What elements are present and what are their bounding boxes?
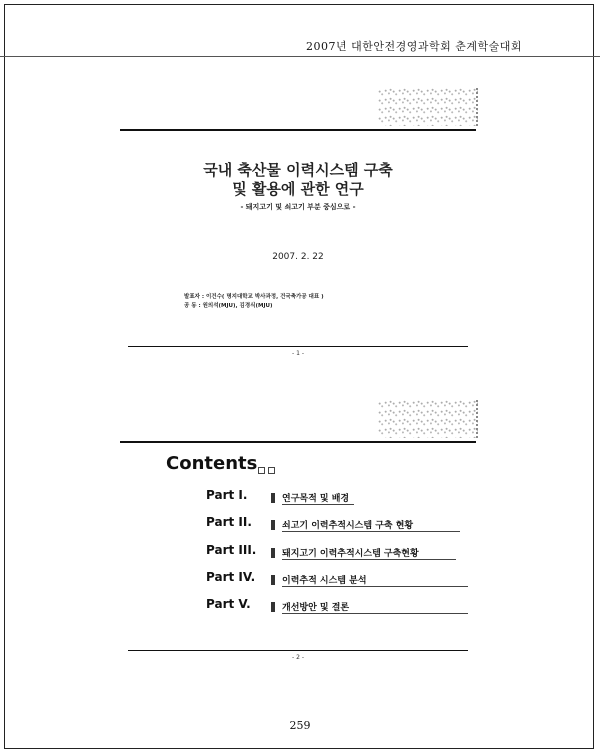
toc-item-label: 돼지고기 이력추적시스템 구축현황 xyxy=(282,549,419,559)
slide-bottom-rule xyxy=(128,346,468,347)
checkbox-icons xyxy=(258,460,278,479)
toc-item-part-5 xyxy=(206,597,468,615)
running-header: 2007년 대한안전경영과학회 춘계학술대회 xyxy=(305,40,522,53)
bullet-icon xyxy=(271,602,275,612)
toc-part-label: Part V. xyxy=(206,597,251,611)
slide-title-line2: 및 활용에 관한 연구 xyxy=(232,180,364,198)
slide-subtitle: - 돼지고기 및 쇠고기 부분 중심으로 - xyxy=(240,203,356,211)
toc-item-label: 쇠고기 이력추적시스템 구축 현황 xyxy=(282,521,414,531)
toc-underline xyxy=(282,586,468,587)
scan-edge xyxy=(472,400,478,438)
slide-1 xyxy=(118,88,478,368)
toc-part-label: Part IV. xyxy=(206,570,256,584)
toc-underline xyxy=(282,613,468,614)
toc-item-label: 개선방안 및 결론 xyxy=(282,603,350,613)
presenter-info: 발표자 : 이건수( 명지대학교 박사과정, 건국축가공 대표 ) xyxy=(184,294,324,300)
bullet-icon xyxy=(271,548,275,558)
toc-underline xyxy=(282,504,354,505)
toc-item-part-3 xyxy=(206,543,468,561)
toc-underline xyxy=(282,559,456,560)
scan-speckle xyxy=(378,400,478,438)
checkbox-icon xyxy=(258,467,265,474)
slide-page-number: - 1 - xyxy=(292,350,304,357)
coauthor-info: 공 동 : 원의석(MJU), 김경식(MJU) xyxy=(184,303,273,309)
toc-underline xyxy=(282,531,460,532)
toc-item-label: 이력추적 시스템 분석 xyxy=(282,576,367,586)
scan-speckle xyxy=(378,88,478,126)
slide-title-line1: 국내 축산물 이력시스템 구축 xyxy=(203,161,393,179)
toc-part-label: Part III. xyxy=(206,543,257,557)
toc-item-part-1 xyxy=(206,488,468,506)
slide-page-number: - 2 - xyxy=(292,654,304,661)
bullet-icon xyxy=(271,493,275,503)
scan-edge xyxy=(472,88,478,126)
contents-title: Contents xyxy=(166,453,258,474)
presentation-date: 2007. 2. 22 xyxy=(272,252,324,262)
toc-item-part-2 xyxy=(206,515,468,533)
bullet-icon xyxy=(271,520,275,530)
slide-top-rule xyxy=(120,129,476,131)
toc-item-part-4 xyxy=(206,570,468,588)
header-rule xyxy=(0,56,600,57)
slide-top-rule xyxy=(120,441,476,443)
slide-bottom-rule xyxy=(128,650,468,651)
toc-item-label: 연구목적 및 배경 xyxy=(282,494,350,504)
footer-page-number: 259 xyxy=(289,719,311,732)
checkbox-icon xyxy=(268,467,275,474)
slide-2 xyxy=(118,400,478,672)
bullet-icon xyxy=(271,575,275,585)
toc-part-label: Part II. xyxy=(206,515,252,529)
toc-part-label: Part I. xyxy=(206,488,248,502)
